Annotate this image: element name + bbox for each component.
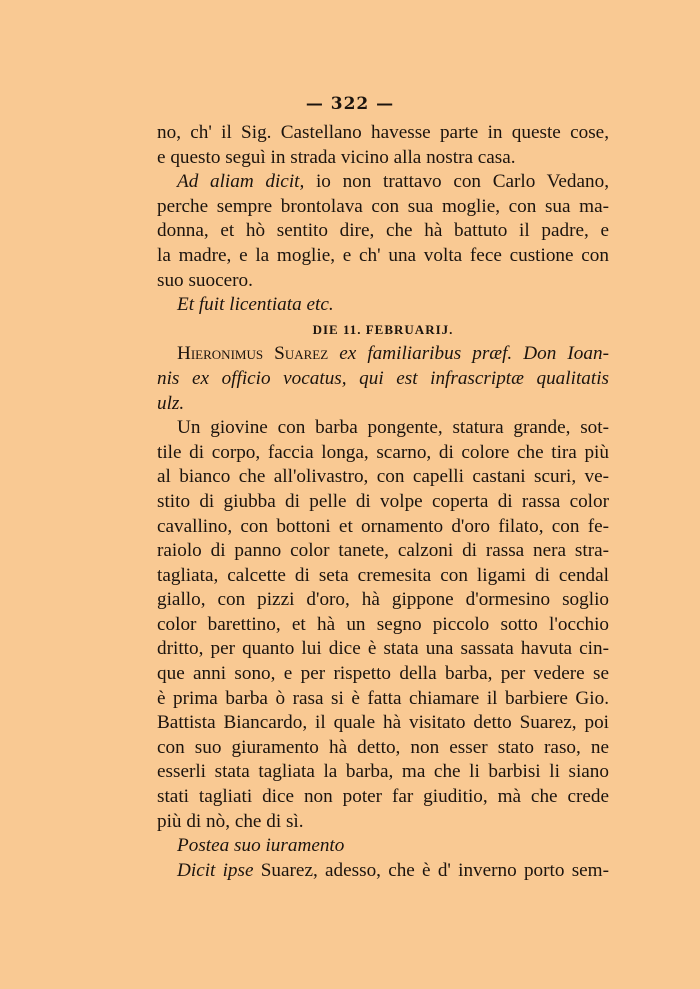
text-line [157, 342, 609, 367]
latin-line: ulz. [157, 392, 185, 414]
text-line [157, 170, 609, 195]
latin-line: nis ex officio vocatus, qui est infrascriptæ qualitatis [157, 367, 609, 389]
text-line: esserli stata tagliata la barba, ma che li barbisi li siano [157, 761, 609, 783]
line-rest: Suarez, adesso, che è d' inverno porto sem- [260, 859, 609, 881]
text-line: suo suocero. [157, 269, 253, 291]
date-heading: DIE 11. FEBRUARIJ. [312, 321, 454, 337]
text-line: Battista Biancardo, il quale hà visitato detto Suarez, poi [157, 712, 609, 734]
line-rest: ex familiaribus præf. Don Ioan- [339, 343, 609, 365]
text-line: cavallino, con bottoni et ornamento d'oro filato, con fe- [157, 515, 609, 537]
text-line: perche sempre brontolava con sua moglie, con sua ma- [157, 195, 609, 217]
text-line: stati tagliati dice non poter far giuditio, mà che crede [157, 786, 609, 808]
text-line: color barettino, et hà un segno piccolo sotto l'occhio [157, 613, 609, 635]
latin-line: Et fuit licentiata etc. [177, 294, 334, 316]
line-rest: io non trattavo con Carlo Vedano, [315, 171, 610, 193]
text-line: raiolo di panno color tanete, calzoni di rassa nera stra- [157, 540, 609, 562]
text-line: la madre, e la moglie, e ch' una volta fece custione con [157, 244, 609, 266]
witness-name: Hieronimus Suarez [177, 343, 329, 365]
text-line: e questo seguì in strada vicino alla nostra casa. [157, 146, 516, 168]
latin-line: Postea suo iuramento [177, 835, 345, 857]
text-line: que anni sono, e per rispetto della barba, per vedere se [157, 663, 609, 685]
text-line: giallo, con pizzi d'oro, hà gippone d'ormesino soglio [157, 589, 609, 611]
text-line: con suo giuramento hà detto, non esser stato raso, ne [157, 736, 609, 758]
text-line: tagliata, calcette di seta cremesita con ligami di cendal [157, 564, 609, 586]
page-number: — 322 — [305, 94, 395, 114]
text-line: no, ch' il Sig. Castellano havesse parte in queste cose, [157, 122, 609, 143]
text-line: stito di giubba di pelle di volpe coperta di rassa color [157, 490, 609, 512]
text-line: è prima barba ò rasa si è fatta chiamare il barbiere Gio. [157, 687, 609, 709]
text-line: dritto, per quanto lui dice è stata una sassata havuta cin- [157, 638, 609, 660]
text-line: al bianco che all'olivastro, con capelli castani scuri, ve- [157, 466, 609, 488]
body-text [157, 121, 609, 883]
text-line [157, 859, 609, 884]
text-line: Un giovine con barba pongente, statura grande, sot- [177, 417, 609, 439]
latin-phrase: Dicit ipse [177, 859, 254, 881]
text-line: tile di corpo, faccia longa, scarno, di colore che tira più [157, 441, 609, 463]
text-line: più di nò, che di sì. [157, 810, 304, 832]
latin-phrase: Ad aliam dicit, [177, 171, 305, 193]
text-line: donna, et hò sentito dire, che hà battuto il padre, e [157, 220, 609, 242]
